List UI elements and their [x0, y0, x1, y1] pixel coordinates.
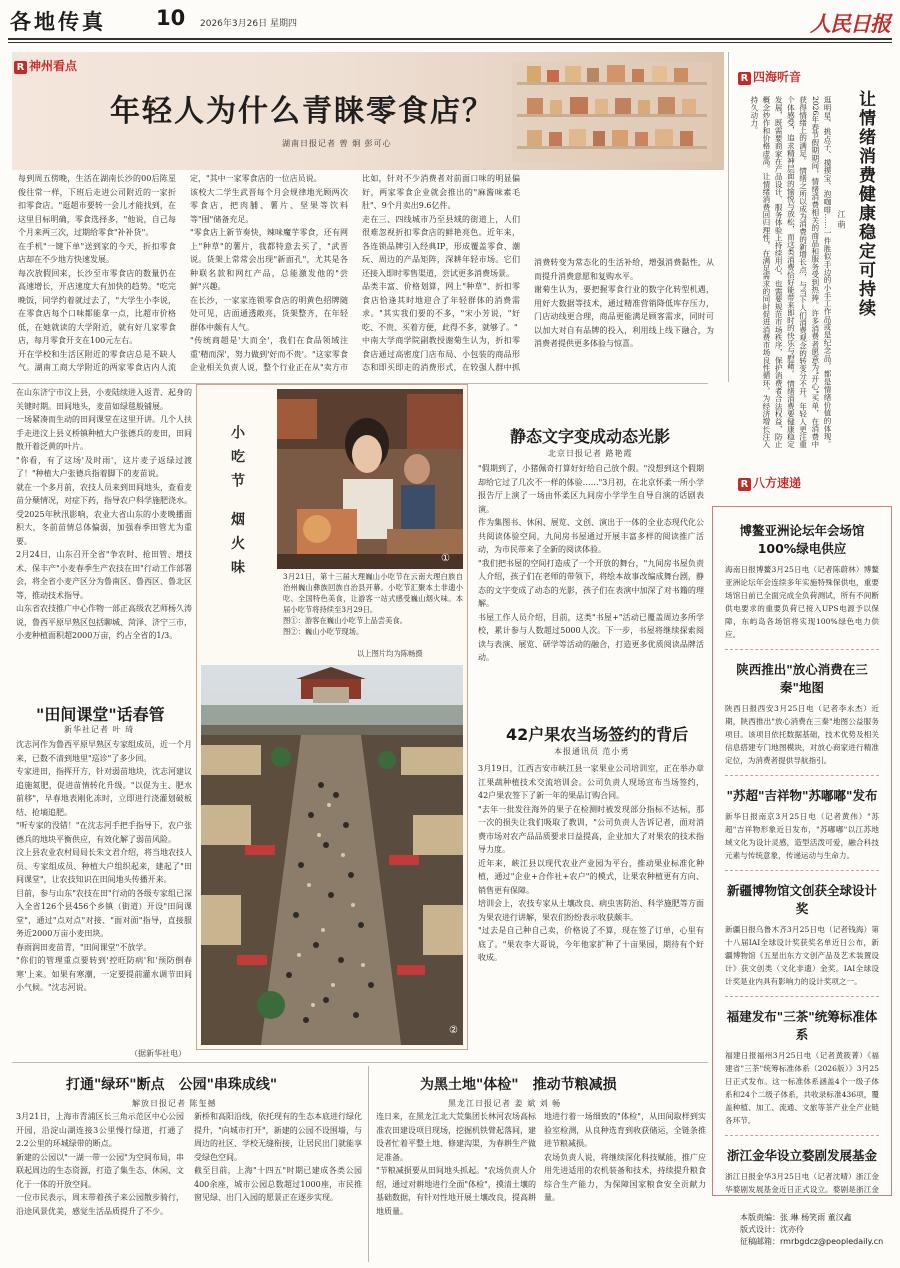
- brief-separator: [725, 649, 879, 650]
- brief-item: [725, 660, 879, 776]
- lead-kicker: [14, 57, 77, 74]
- masthead-rule-thin: [8, 42, 892, 43]
- class-story-title: "田间课堂"话春管: [36, 705, 165, 724]
- sidebar-kicker: [738, 68, 801, 85]
- lead-column-1: 每到周五傍晚，生活在湖南长沙的00后陈星俊往常一样，下班后走进公司附近的一家折扣零食店。"逛超市要转一会儿才能找到，在这里目标明确，零食选择多，"他说，自己每个月来两三次，过期给零食"补补货"。 在手机"一键下单"送到家的今天，折扣零食店却在不少地方快速发展。 每次放假回来，长沙至市零食店的数量仍在高速增长，开店速度大有加快的趋势。"吃完晚饭，同学约着就过去了，"大学生小李说，在零食店每个口味都能拿一点，比超市价格低，在她就读的大学附近，就有好几家零食店，每月零食开支在100元左右。 开在学校和生活区附近的零食店总是不缺人气。湖南工商大学附近的两家零食店内人流: [18, 174, 176, 372]
- briefs-kicker: [738, 474, 801, 491]
- brief-separator: [725, 1135, 879, 1136]
- brief-body: 福建日报福州3月25日电（记者黄筱菁）《福建省"三茶"统筹标准体系（2026版）》3月25日正式发布。这一标准体系涵盖4个一级子体系和24个二级子体系，共收录标准436项，覆盖种植、加工、流通、文旅等茶产业全产业链各环节。: [725, 1051, 879, 1125]
- brief-title: 浙江金华设立婺剧发展基金: [726, 1148, 877, 1163]
- class-story-byline: 新华社记者 叶 琦: [64, 725, 135, 734]
- section-name: 各地传真: [10, 10, 106, 34]
- page-number: 10: [156, 6, 186, 30]
- lead-title: 年轻人为什么青睐零食店？: [110, 94, 494, 129]
- photo-2-image: [201, 665, 463, 1045]
- lead-byline: 湖南日报记者 曾 炯 彭可心: [282, 139, 392, 148]
- r-badge-icon: R: [738, 72, 751, 85]
- briefs-kicker-label: 八方速递: [753, 476, 802, 490]
- designer-line: 版式设计：沈亦伶: [740, 1225, 804, 1234]
- brief-separator: [725, 996, 879, 997]
- land-story-byline: 黑龙江日报记者 姜 斌 刘 畅: [448, 1099, 562, 1108]
- class-story-note: （据新华社电）: [130, 1049, 186, 1058]
- brief-title: 新疆博物馆文创获全球设计奖: [726, 883, 877, 916]
- lead-column-2: 定，"其中一家零食店的一位店员说。 该校大二学生武晋每个月会规律地光顾两次零食店，把肉脯、薯片、坚果等饮料等"囤"储备充足。 "零食店上新节奏快，辣味魔芋零食，还有网上"种草"的薯片，我都特意去买了，"武晋说。货架上常常会出现"新面孔"，尤其是各种联名款和网红产品，总能激发他的"尝鲜"兴趣。 在长沙，一家家连锁零食店的明黄色招牌随处可见，店面通透敞亮，货架整齐，在年轻群体中颇有人气。 "传统商超是'大而全'，我们在食品领域注重'精而深'，努力做到'好而不贵'。"这家零食企业相关负责人说，整个行业正在从"卖方市: [190, 174, 348, 372]
- greenway-story-title: 打通"绿环"断点 公园"串珠成线": [66, 1077, 278, 1093]
- masthead-rule-thick: [8, 38, 892, 40]
- land-story-title: 为黑土地"体检" 推动节粮减损: [420, 1077, 617, 1093]
- brief-item: [725, 521, 879, 650]
- class-story-body: 沈志河作为鲁西平原早熟区专家组成员，近一个月来，已数不清到地里"巡诊"了多少回。 专家进田，指挥开方，针对弱苗地块，沈志河建议追施氮肥，促进苗情转化升级。"以促为主、肥水前移"，早春地表刚化冻时，立即进行浇灌划破板结、抢墒追肥。 "听专家的没错！"在沈志河手把手指导下，农户张德兵的地块平衡供应，有效化解了弱苗风险。 汶上县农业农村局局长朱文君介绍，将当地农技人员、专家组成员、种植大户组织起来，建起了"田间课堂"，让农技知识在田间地头传播开来。 目前，参与山东"农技在田"行动的各级专家组已深入全省126个县456个乡镇（街道）开设"田间课堂"，通过"点对点"对接、"面对面"指导，直接服务近2000万亩小麦田块。 春雨润田麦苗青，"田间课堂"不放学。 "你们的管理重点要转到'控旺防病'和'预防倒春寒'上来。如果有寒潮，一定要提前灌水调节田间小气候。"沈志河说。: [16, 740, 192, 992]
- photo-credit: 以上图片均为陈畅摄: [357, 649, 423, 658]
- brief-title: 福建发布"三茶"统筹标准体系: [726, 1009, 878, 1042]
- paper-logo: 人民日报: [810, 11, 890, 36]
- briefs-box: [712, 506, 892, 1196]
- text-story-title: 静态文字变成动态光影: [510, 427, 671, 446]
- brief-separator: [725, 775, 879, 776]
- bottom-rule: [12, 1062, 708, 1063]
- greenway-story-byline: 解放日报记者 陈玺撼: [132, 1099, 217, 1108]
- email-line: 征稿邮箱：rmrbgdcz@peopledaily.cn: [740, 1237, 884, 1246]
- text-story-body: "假期到了，小猪佩奇打算好好给自己放个假。"没想到这个假期却给它过了几次不一样的体验……"3月初，在北京怀柔一所小学报告厅上演了一场由怀柔区九间房小学学生自导自演的话剧表演。 作为集图书、休闲、展览、文创、演出于一体的全业态现代化公共阅读体验空间，九间房书屋通过开展丰富多样的阅读推广活动，为市民带来了全新的阅读体验。 "我们把书屋的空间打造成了一个开放的舞台，"九间房书屋负责人介绍，孩子们在老师的带领下，将绘本故事改编成舞台剧，静态的文字变成了动态的光影，孩子们在表演中加深了对书籍的理解。 书屋工作人员介绍，目前，这类"书屋+"活动已覆盖周边多所学校，累计参与人数超过5000人次。下一步，书屋将继续探索阅读与表演、展览、研学等活动的融合，打造更多优质阅读品牌活动。: [478, 464, 704, 662]
- bottom-divider: [368, 1066, 369, 1262]
- brief-item: [725, 786, 879, 871]
- brief-title: 博鳌亚洲论坛年会场馆100%绿电供应: [739, 523, 865, 556]
- editors-line: 本版责编：张 琳 杨笑雨 董汉鑫: [740, 1213, 852, 1222]
- photo-feature: [196, 384, 468, 1050]
- r-badge-icon: R: [738, 478, 751, 491]
- brief-item: [725, 881, 879, 997]
- photo-caption: 3月21日，第十三届大理巍山小吃节在云南大理白族自治州巍山彝族回族自治县开幕。小吃节汇聚本土非遗小吃、全国特色美食，让游客一站式感受巍山烟火味。本届小吃节将持续至3月29日。 图①：游客在巍山小吃节上品尝美食。 图②：巍山小吃节现场。: [283, 572, 463, 636]
- brief-body: 新疆日报乌鲁木齐3月25日电（记者钱海）第十八届IAI全球设计奖获奖名单近日公布，新疆博物馆《五星出东方文创产品及艺术装置设计》获文创类（文化非遗）金奖。IAI全球设计奖是业内具有影响力的设计奖项之一。: [725, 925, 879, 986]
- farm-story-body: 3月19日，江西吉安市峡江县一家果业公司培训室，正在举办章江果蔬种植技术交流培训会。公司负责人现场宣布当场签约，42户果农签下了新一年的果品订购合同。 "去年一批发往海外的果子在检测时被发现部分指标不达标，那一次的损失让我们吸取了教训，"公司负责人告诉记者，面对消费市场对农产品品质要求日益提高，企业加大了对果农的技术指导力度。 近年来，峡江县以现代农业产业园为平台，推动果业标准化种植，通过"企业+合作社+农户"的模式，让果农种植更有方向、销售更有保障。 培训会上，农技专家从土壤改良、病虫害防治、科学施肥等方面为果农进行讲解，果农们纷纷表示收获颇丰。 "过去是自己种自己卖，价格说了不算，现在签了订单，心里有底了。"果农李大哥说，今年他家扩种了十亩果园，期待有个好收成。: [478, 764, 704, 962]
- brief-separator: [725, 870, 879, 871]
- land-story-col2: 地进行着一场细致的"体检"，从田间取样到实验室检测，从良种选育到收获储运，全链条推进节粮减损。 农场负责人说，将继续深化科技赋能，推广应用先进适用的农机装备和技术，持续提升粮食综合生产能力，为保障国家粮食安全贡献力量。: [544, 1112, 706, 1202]
- text-story-byline: 北京日报记者 路艳霞: [548, 449, 633, 458]
- photo-vertical-title: 小吃节 烟火味: [229, 425, 245, 584]
- r-badge-icon: R: [14, 61, 27, 74]
- brief-title: "苏超"吉祥物"苏嘟嘟"发布: [726, 788, 878, 803]
- brief-body: 浙江日报金华3月25日电（记者沈晴）浙江金华婺剧发展基金近日正式设立。婺剧是浙江金: [725, 1172, 879, 1194]
- issue-date: 2026年3月26日 星期四: [200, 19, 297, 29]
- land-story-col1: 连日来，在黑龙江北大荒集团长林河农场高标准农田建设项目现场，挖掘机铁臂起落间，建设者忙着平整土地、修建沟渠，为春耕生产做足准备。 "节粮减损要从田间地头抓起。"农场负责人介绍，通过对耕地进行全面"体检"，摸清土壤的基础数据，有针对性地开展土壤改良，提高耕地质量。: [376, 1112, 536, 1216]
- greenway-story-col2: 新桥和高阳沿线，依托现有的生态本底进行绿化提升，"向城市打开"，新建的公园不设围墙，与周边的社区、学校无缝衔接，让居民出门就能享受绿色空间。 截至目前，上海"十四五"时期已建成各类公园400余座，城市公园总数超过1000座，市民推窗见绿、出门入园的愿景正在逐步实现。: [194, 1112, 362, 1202]
- lead-kicker-label: 神州看点: [29, 59, 78, 73]
- farm-story-byline: 本报通讯员 范小勇: [554, 747, 630, 756]
- brief-body: 新华日报南京3月25日电（记者黄伟）"苏超"吉祥物形象近日发布，"苏嘟嘟"以江苏地域文化为设计灵感，造型活泼可爱，融合科技元素与传统意象，传递运动与生命力。: [725, 812, 879, 860]
- photo-marker-2: ②: [449, 1025, 458, 1036]
- lead-divider: [728, 52, 729, 382]
- farm-story-title: 42户果农当场签约的背后: [506, 725, 689, 744]
- sidebar-title: 让情绪消费健康稳定可持续: [855, 90, 875, 318]
- brief-item: [725, 1146, 879, 1196]
- sidebar-author: 江 萌: [837, 210, 846, 229]
- greenway-story-col1: 3月21日，上海市青浦区长三角示范区中心公园开园，沿淀山湖连接3公里慢行绿道，打通了2.2公里的环城绿带的断点。 新建的公园以"一湖一带一公园"为空间布局，串联起周边的生态资源，打造了集生态、休闲、文化于一体的开放空间。 一位市民表示，周末带着孩子来公园散步骑行，沿途风景优美，感觉生活品质提升了不少。: [16, 1112, 184, 1216]
- photo-1-image: [277, 389, 463, 569]
- masthead: [0, 0, 900, 42]
- brief-body: 陕西日报西安3月25日电（记者李永杰）近期，陕西推出"放心消费在三秦"地图公益服务项目。该项目依托数据基础，技术优势及相关信息搭建专门地图模块，对放心商家进行精准定位，为消费者提供导航指引。: [725, 704, 879, 765]
- brief-item: [725, 1007, 879, 1136]
- lead-column-4: 消费转变为常态化的生活补给，增强消费黏性，从而提升消费意愿和复购水平。 谢菊生认为，要把握零食行业的数字化转型机遇，用好大数据等技术，通过精准营销降低库存压力，门店动线更合理，商品更能满足顾客需求，同时可以加大对自有品牌的投入，利用线上线下融合，为消费者提供更多体验与惊喜。: [534, 258, 714, 348]
- brief-title: 陕西推出"放心消费在三秦"地图: [736, 662, 868, 695]
- photo-marker-1: ①: [441, 553, 450, 564]
- lead-column-3: 比如，针对不少消费者对前面口味的明显偏好，两家零食企业就会推出的"麻酱味素毛肚"、9个月卖出9.6亿件。 走在三、四线城市乃至县域的街道上，人们很难忽视折扣零食店的鲜艳亮色。近年来，各连锁品牌引入经典IP，形成覆盖零食、潮玩、周边的产品矩阵，深耕年轻市场。它们还接入即时零售渠道，尝试更多消费场景。 品类丰富、价格划算，网上"种草"、折扣零食店恰逢其时地迎合了年轻群体的消费需求。"其实我们要的不多，"宋小芳说，"好吃、不贵、买着方便，此得不多，就够了。" 中南大学商学院副教授谢菊生认为，折扣零食店通过高密度门店布局、小包装的商品形态和即买即走的消费形式，在较强人群中抓: [362, 174, 520, 372]
- class-story-top: 在山东济宁市汶上县，小麦陆续进入返青、起身的关键时期。田间地头，麦苗如绿毯般铺展。 一场紧凑而生动的田间课堂在这里开讲。几个人扶手走进汶上县义桥镇种植大户张德兵的麦田，田间散开着泛黄的叶片。 "你看，有了这场'及时雨'，这片麦子返绿过渡了！"种植大户张德兵指着脚下的麦苗说。 就在一个多月前，农技人员来到田间地头，查看麦苗分蘖情况，对症下药，指导农户科学施肥浇水。 受2025年秋汛影响，农业大省山东的小麦晚播面积大，冬前苗情总体偏弱，加强春季田管尤为重要。 2月24日，山东召开全省"争农时、抢田管、增技术、保丰产"小麦春季生产农技在田"行动工作部署会，将全省小麦产区分为鲁南区、鲁西区、鲁北区等，推动技术指导。 山东省农技推广中心作物一部正高级农艺师杨久涛说，鲁西平原早熟区包括聊城、菏泽、济宁三市，小麦种植面积超2000万亩，约占全省的1/3。: [16, 388, 192, 640]
- sidebar-body: 逛明星、挑点子、摸摸宝、泡咖啡……一件胜似手边的小手工作品或是纪念品，都是情绪价值的体现。2026年春节假期期间，情绪消费相关的商品和服务受到热捧。许多消费者愿意为"开心"买单，在消费中获得情绪上的满足。 情绪之所以成为消费的新增长点，与当下人们消费观念的转变分不开。年轻人更注重个体感受，追求精神层面的愉悦与放松，而这类消费恰好能带来即时的快乐与慰藉。 情绪消费要健康稳定发展，既需要商家在产品设计、服务体验上持续用心，也需要规范市场秩序，保护消费者合法权益，防止概念炒作和价格虚高。让情绪消费回归理性，在满足需求的同时促进消费市场良性循环，为经济增长注入持久动力。: [749, 96, 832, 448]
- brief-body: 海南日报博鳌3月25日电（记者陈蔚林）博鳌亚洲论坛年会连续多年实施特殊保供电，重要场馆日前已全面完成全负荷测试，所有不间断供电要求的重要负荷已接入UPS电源予以保障，东屿岛各场馆将实现100%绿色电力供应。: [725, 565, 879, 639]
- sidebar-kicker-label: 四海听音: [753, 70, 802, 84]
- editor-credits: [740, 1212, 883, 1248]
